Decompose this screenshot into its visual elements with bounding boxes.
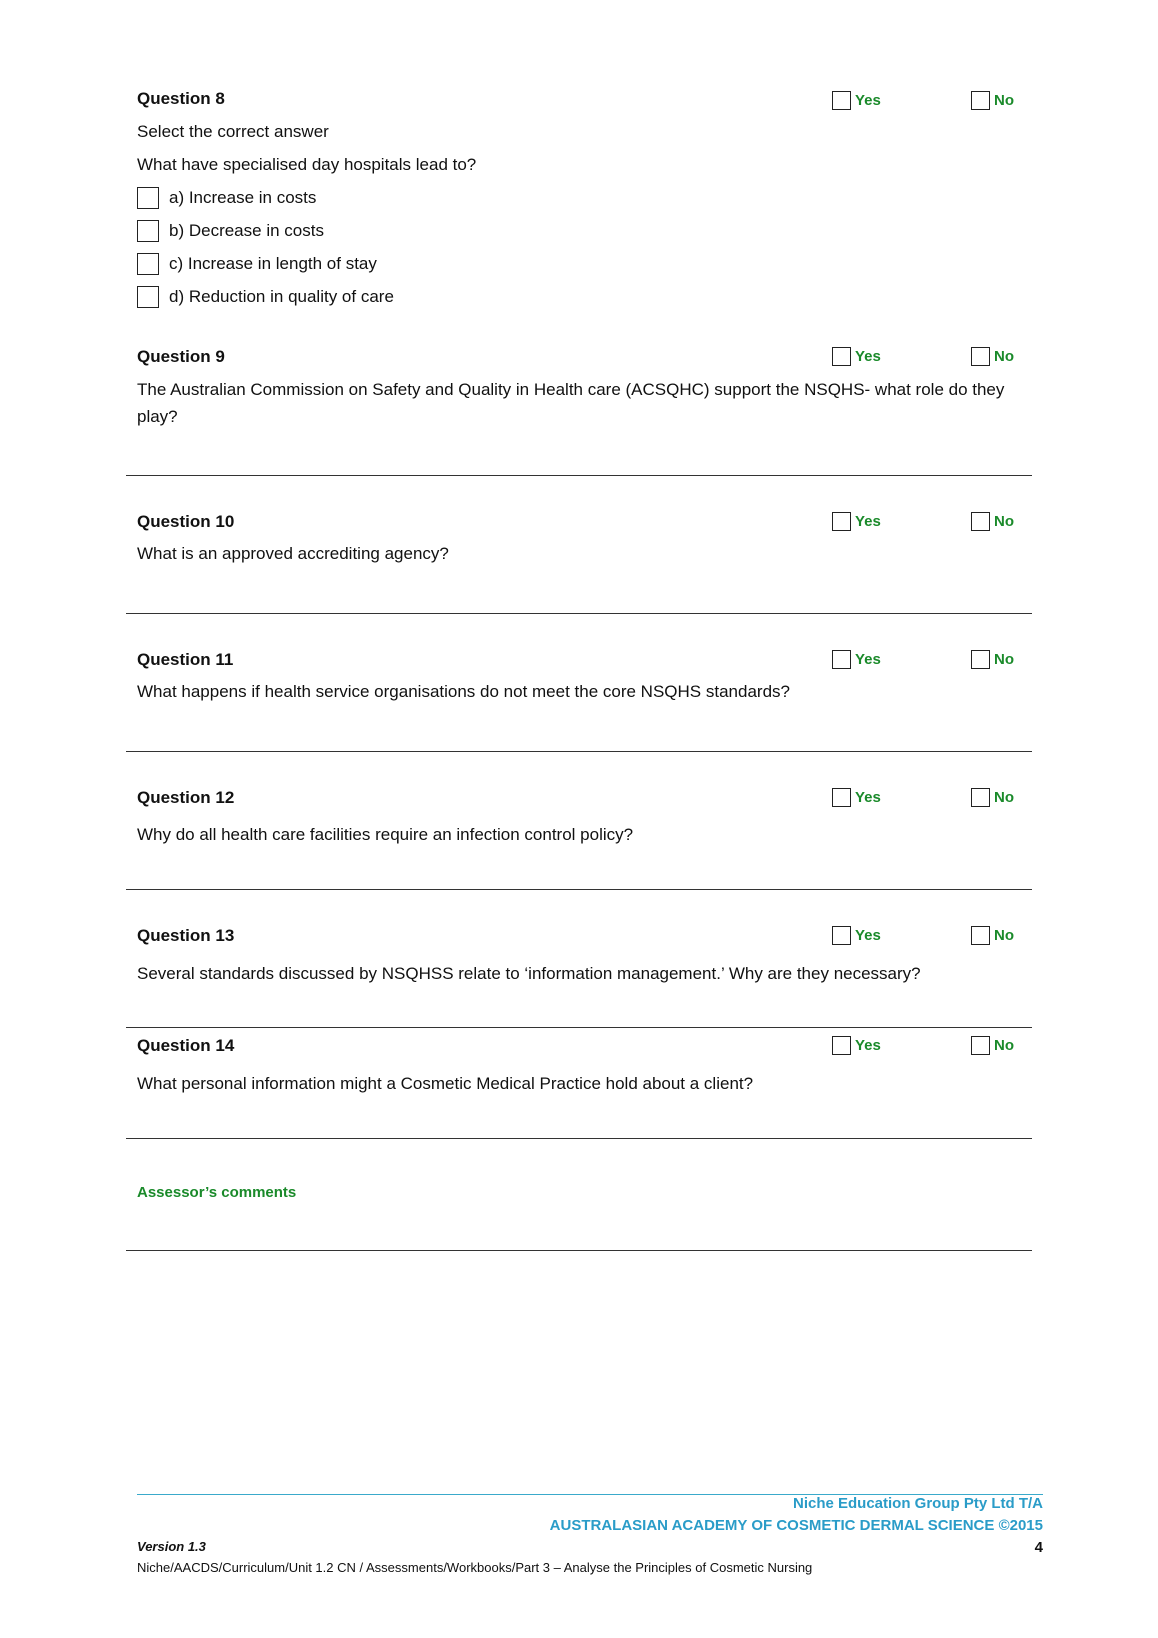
q10-yes-checkbox[interactable] (832, 512, 851, 531)
q10-no-label: No (994, 513, 1014, 530)
q8-option-b-checkbox[interactable] (137, 220, 159, 242)
question-11-title: Question 11 (137, 650, 234, 669)
question-8-title: Question 8 (137, 89, 225, 108)
q13-no-checkbox[interactable] (971, 926, 990, 945)
q13-no-label: No (994, 927, 1014, 944)
q10-yes-option[interactable] (832, 512, 881, 531)
q10-yes-label: Yes (855, 513, 881, 530)
footer-company: Niche Education Group Pty Ltd T/A (792, 1495, 1043, 1512)
q8-option-d[interactable] (137, 285, 394, 309)
q13-yes-label: Yes (855, 927, 881, 944)
q9-yes-label: Yes (855, 348, 881, 365)
q13-yes-checkbox[interactable] (832, 926, 851, 945)
q8-option-d-checkbox[interactable] (137, 286, 159, 308)
q8-option-a-label: a) Increase in costs (169, 188, 317, 207)
q8-option-b-label: b) Decrease in costs (169, 221, 324, 240)
q12-yes-checkbox[interactable] (832, 788, 851, 807)
q14-no-checkbox[interactable] (971, 1036, 990, 1055)
q9-answer-line[interactable] (126, 475, 1032, 476)
q11-yes-label: Yes (855, 651, 881, 668)
q10-no-checkbox[interactable] (971, 512, 990, 531)
q8-no-option[interactable] (971, 91, 1014, 110)
q13-answer-line[interactable] (126, 1027, 1032, 1028)
footer-academy: AUSTRALASIAN ACADEMY OF COSMETIC DERMAL SCIENCE ©2015 (549, 1517, 1043, 1534)
q8-instruction: Select the correct answer (137, 122, 329, 141)
question-13-title: Question 13 (137, 926, 235, 945)
q8-option-a-checkbox[interactable] (137, 187, 159, 209)
q8-yes-option[interactable] (832, 91, 881, 110)
q8-no-checkbox[interactable] (971, 91, 990, 110)
q11-answer-line[interactable] (126, 751, 1032, 752)
q12-no-label: No (994, 789, 1014, 806)
q14-no-option[interactable] (971, 1036, 1014, 1055)
q13-text: Several standards discussed by NSQHSS relate to ‘information management.’ Why are they necessary? (137, 964, 921, 983)
q11-no-label: No (994, 651, 1014, 668)
q13-yes-option[interactable] (832, 926, 881, 945)
q9-yes-checkbox[interactable] (832, 347, 851, 366)
q13-no-option[interactable] (971, 926, 1014, 945)
q8-option-c-label: c) Increase in length of stay (169, 254, 377, 273)
q8-no-label: No (994, 92, 1014, 109)
q8-option-c-checkbox[interactable] (137, 253, 159, 275)
q14-yes-option[interactable] (832, 1036, 881, 1055)
q12-yes-label: Yes (855, 789, 881, 806)
q8-yes-checkbox[interactable] (832, 91, 851, 110)
q9-no-label: No (994, 348, 1014, 365)
q12-no-option[interactable] (971, 788, 1014, 807)
q14-yes-checkbox[interactable] (832, 1036, 851, 1055)
q10-answer-line[interactable] (126, 613, 1032, 614)
q11-yes-option[interactable] (832, 650, 881, 669)
q8-prompt: What have specialised day hospitals lead to? (137, 155, 477, 174)
q14-text: What personal information might a Cosmetic Medical Practice hold about a client? (137, 1074, 754, 1093)
q12-text: Why do all health care facilities require an infection control policy? (137, 825, 634, 844)
assessor-comments-line[interactable] (126, 1250, 1032, 1251)
q8-option-d-label: d) Reduction in quality of care (169, 287, 394, 306)
q14-answer-line[interactable] (126, 1138, 1032, 1139)
question-12-title: Question 12 (137, 788, 235, 807)
q10-no-option[interactable] (971, 512, 1014, 531)
q14-no-label: No (994, 1037, 1014, 1054)
assessor-comments-label: Assessor’s comments (137, 1184, 297, 1201)
q11-yes-checkbox[interactable] (832, 650, 851, 669)
question-10-title: Question 10 (137, 512, 235, 531)
q11-text: What happens if health service organisations do not meet the core NSQHS standards? (137, 682, 790, 701)
q12-yes-option[interactable] (832, 788, 881, 807)
q12-no-checkbox[interactable] (971, 788, 990, 807)
q14-yes-label: Yes (855, 1037, 881, 1054)
page-number: 4 (1034, 1539, 1043, 1556)
q12-answer-line[interactable] (126, 889, 1032, 890)
question-9-title: Question 9 (137, 347, 225, 366)
footer-version: Version 1.3 (137, 1539, 206, 1554)
q9-no-checkbox[interactable] (971, 347, 990, 366)
q11-no-option[interactable] (971, 650, 1014, 669)
q8-yes-label: Yes (855, 92, 881, 109)
q8-option-c[interactable] (137, 252, 377, 276)
q11-no-checkbox[interactable] (971, 650, 990, 669)
footer-path: Niche/AACDS/Curriculum/Unit 1.2 CN / Assessments/Workbooks/Part 3 – Analyse the Principles of Cosmetic Nursing (137, 1560, 813, 1575)
q10-text: What is an approved accrediting agency? (137, 544, 449, 563)
q9-text: The Australian Commission on Safety and Quality in Health care (ACSQHC) support the NSQHS- what role do they play? (137, 380, 1005, 426)
q9-yes-option[interactable] (832, 347, 881, 366)
question-14-title: Question 14 (137, 1036, 235, 1055)
q8-option-a[interactable] (137, 186, 316, 210)
q8-option-b[interactable] (137, 219, 324, 243)
q9-no-option[interactable] (971, 347, 1014, 366)
